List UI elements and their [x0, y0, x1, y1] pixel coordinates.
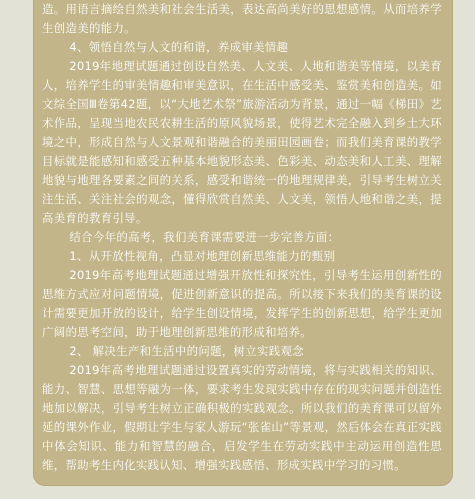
paragraph-intro-tail: 造。用语言摘绘自然美和社会生活美，表达高尚美好的思想感情。从而培养学生创造美的能力。 [42, 2, 442, 35]
section-heading-2: 2、 解决生产和生活中的问题，树立实践观念 [69, 344, 305, 358]
paragraph-innovation: 2019年高考地理试题通过增强开放性和探究性，引导考生运用创新性的思维方式应对问题情境，促进创新意识的提高。所以接下来我们的美育课的设计需要更加开放的设计，给学生创设情境，发挥学生的创新思想，给学生更加广阔的思考空间，助于地理创新思维的形成和培养。 [42, 268, 442, 339]
article-body [42, 0, 442, 475]
paragraph-improvements-intro: 结合今年的高考，我们美育课需要进一步完善方面： [69, 230, 340, 244]
paragraph-practice: 2019年高考地理试题通过设置真实的劳动情境，将与实践相关的知识、能力、智慧、思想等融为一体，要求考生发现实践中存在的现实问题并创造性地加以解决，引导考生树立正确积极的实践观念。所以我们的美育课可以留外延的课外作业，假期让学生与家人游玩“张雀山”等景观，然后体会在真正实践中体会知识、能力和智慧的融合，启发学生在劳动实践中主动运用创造性思维，帮助考生内化实践认知、增强实践感悟、形成实践中学习的习惯。 [42, 363, 442, 472]
paragraph-harmony: 2019年地理试题通过创设自然美、人文美、人地和谐美等情境，以美育人，培养学生的审美情趣和审美意识，在生活中感受美、鉴赏美和创造美。如文综全国Ⅲ卷第42题，以“大地艺术祭”旅游活动为背景，通过一幅《梯田》艺术作品，呈现当地农民农耕生活的原风貌场景，使得艺术完全融入到乡土大环境之中，形成自然与人文景观和谐融合的美丽田园画卷；而我们美育课的教学目标就是能感知和感受五种基本地貌形态美、色彩美、动态美和人工美、理解地貌与地理各要素之间的关系，感受和谐统一的地理规律美，引导考生树立关注生活、关注社会的观念，懂得欣赏自然美、人文美，领悟人地和谐之美，提高美育的教育引导。 [42, 59, 442, 225]
section-heading-4: 4、领悟自然与人文的和谐，养成审美情趣 [69, 40, 289, 54]
section-heading-1: 1、从开放性视角，凸显对地理创新思维能力的甄别 [69, 249, 336, 263]
